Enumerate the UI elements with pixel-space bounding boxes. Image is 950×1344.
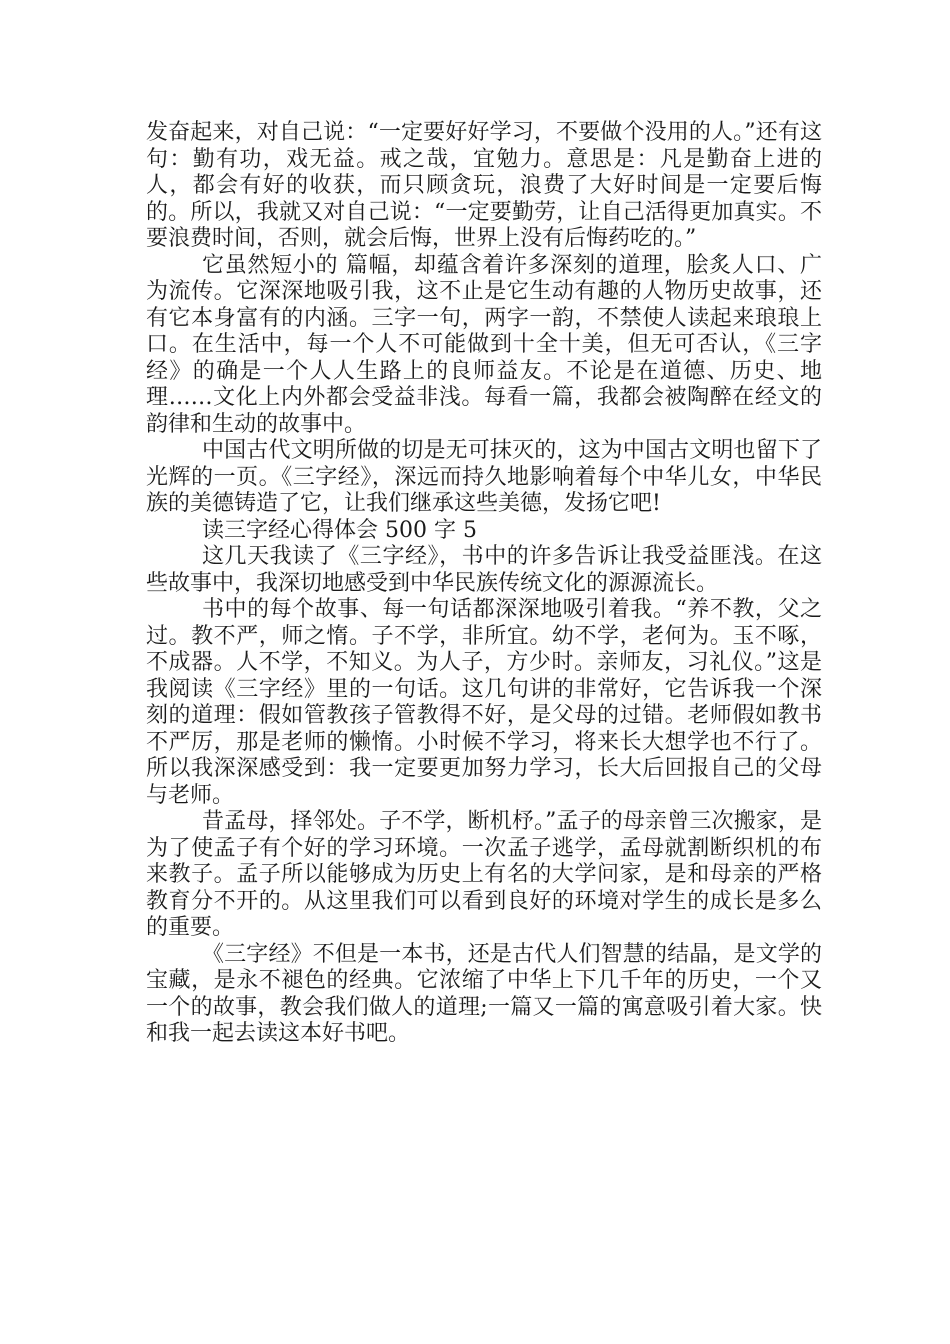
paragraph: 它虽然短小的 篇幅，却蕴含着许多深刻的道理，脍炙人口、广为流传。它深深地吸引我，这不止是它生动有趣的人物历史故事，还有它本身富有的内涵。三字一句，两字一韵，不禁使人读起来琅琅上口。在生活中，每一个人不可能做到十全十美，但无可否认，《三字经》的确是一个人人生路上的良师益友。不论是在道德、历史、地理……文化上内外都会受益非浅。每看一篇，我都会被陶醉在经文的韵律和生动的故事中。 [146, 252, 822, 437]
paragraph: 《三字经》不但是一本书，还是古代人们智慧的结晶，是文学的宝藏，是永不褪色的经典。它浓缩了中华上下几千年的历史，一个又一个的故事，教会我们做人的道理;一篇又一篇的寓意吸引着大家。快和我一起去读这本好书吧。 [146, 941, 822, 1046]
section-heading: 读三字经心得体会 500 字 5 [202, 517, 477, 543]
paragraph: 昔孟母，择邻处。子不学，断机杼。”孟子的母亲曾三次搬家，是为了使孟子有个好的学习环境。一次孟子逃学，孟母就割断织机的布来教子。孟子所以能够成为历史上有名的大学问家，是和母亲的严格教育分不开的。从这里我们可以看到良好的环境对学生的成长是多么的重要。 [146, 809, 822, 940]
paragraph-continuation: 发奋起来，对自己说：“一定要好好学习，不要做个没用的人。”还有这句：勤有功，戏无益。戒之哉，宜勉力。意思是：凡是勤奋上进的人，都会有好的收获，而只顾贪玩，浪费了大好时间是一定要后悔的。所以，我就又对自己说：“一定要勤劳，让自己活得更加真实。不要浪费时间，否则，就会后悔，世界上没有后悔药吃的。” [146, 120, 822, 251]
paragraph: 中国古代文明所做的切是无可抹灭的，这为中国古文明也留下了光辉的一页。《三字经》，深远而持久地影响着每个中华儿女，中华民族的美德铸造了它，让我们继承这些美德，发扬它吧! [146, 438, 822, 516]
paragraph: 书中的每个故事、每一句话都深深地吸引着我。“养不教，父之过。教不严，师之惰。子不学，非所宜。幼不学，老何为。玉不啄，不成器。人不学，不知义。为人子，方少时。亲师友，习礼仪。”这是我阅读《三字经》里的一句话。这几句讲的非常好，它告诉我一个深刻的道理：假如管教孩子管教得不好，是父母的过错。老师假如教书不严厉，那是老师的懒惰。小时候不学习，将来长大想学也不行了。所以我深深感受到：我一定要更加努力学习，长大后回报自己的父母与老师。 [146, 597, 822, 808]
document-page [146, 120, 822, 1048]
paragraph: 这几天我读了《三字经》，书中的许多告诉让我受益匪浅。在这些故事中，我深切地感受到中华民族传统文化的源源流长。 [146, 544, 822, 596]
